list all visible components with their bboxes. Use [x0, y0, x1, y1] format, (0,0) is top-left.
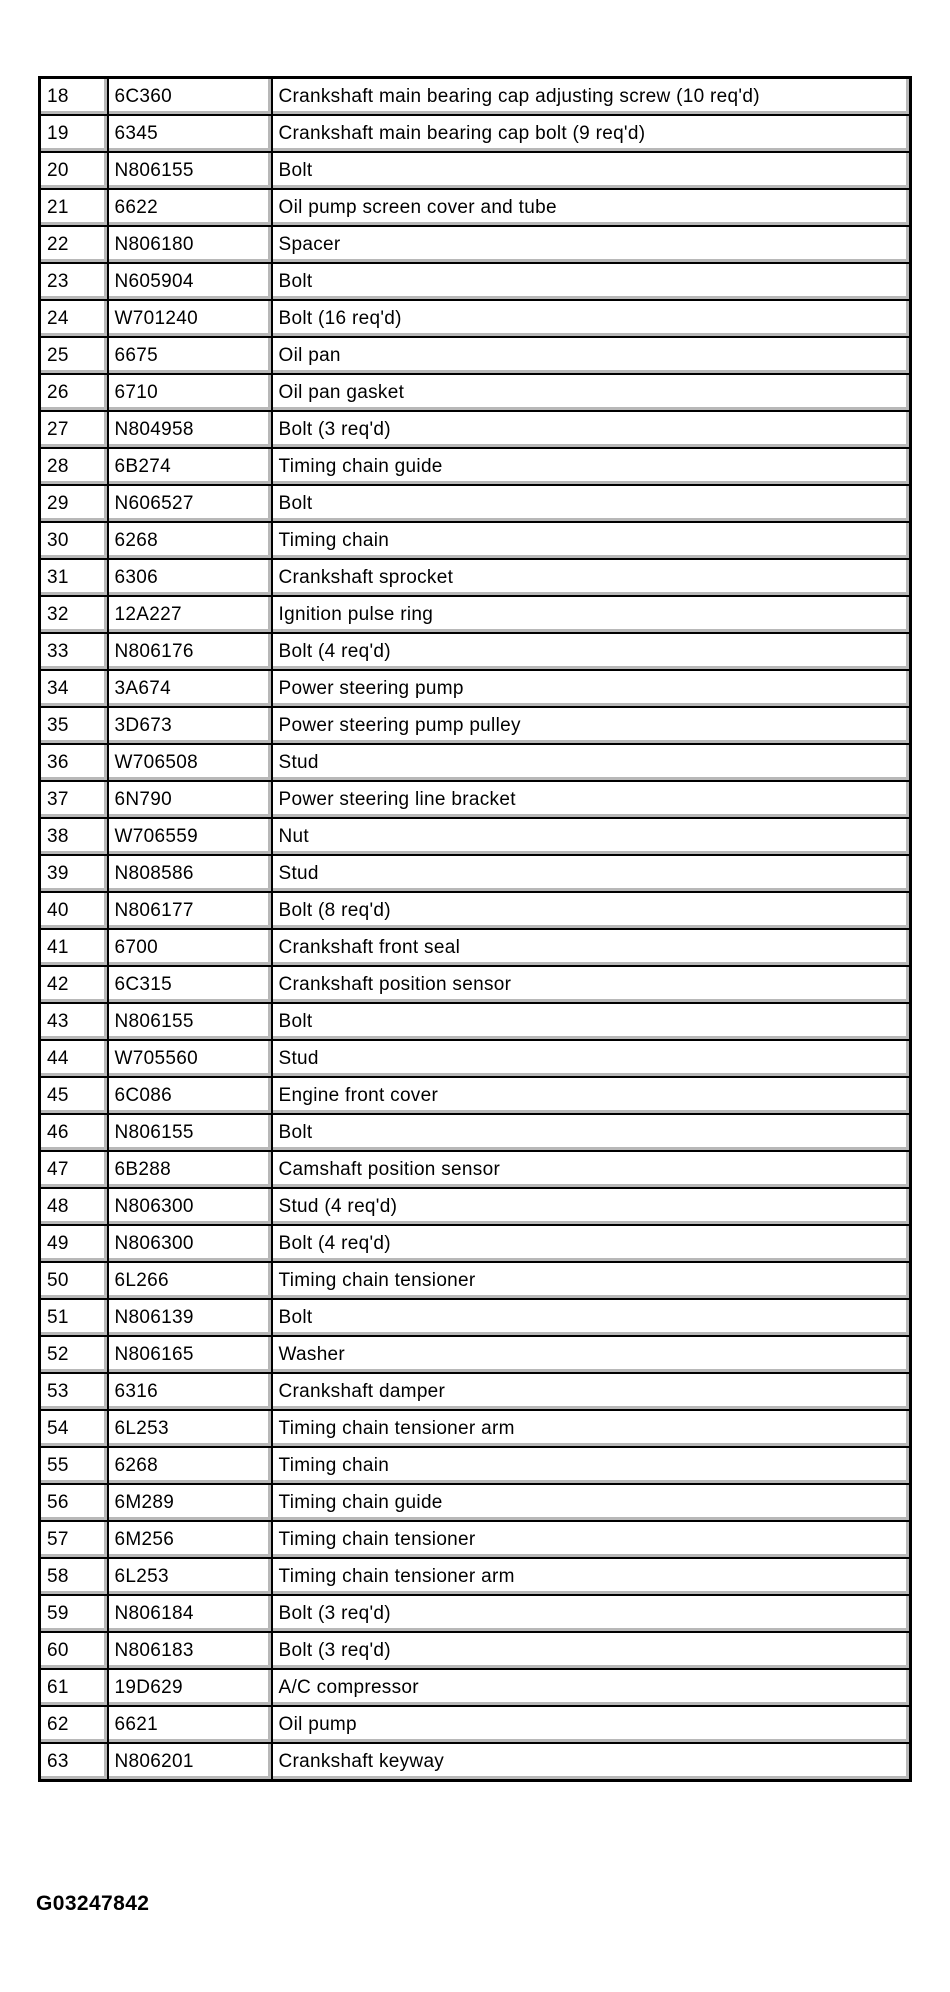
item-number-cell: 51 — [40, 1299, 108, 1336]
item-number-cell: 34 — [40, 670, 108, 707]
item-number-cell: 41 — [40, 929, 108, 966]
table-row — [40, 966, 911, 1003]
description-cell: Oil pan — [272, 337, 911, 374]
table-row — [40, 1114, 911, 1151]
part-number-cell: 6B274 — [108, 448, 272, 485]
description-cell: Oil pump — [272, 1706, 911, 1743]
table-row — [40, 1225, 911, 1262]
description-cell: Bolt (8 req'd) — [272, 892, 911, 929]
table-row — [40, 744, 911, 781]
part-number-cell: N806155 — [108, 1003, 272, 1040]
description-cell: Timing chain — [272, 1447, 911, 1484]
table-row — [40, 1706, 911, 1743]
part-number-cell: N806300 — [108, 1188, 272, 1225]
description-cell: Bolt — [272, 1003, 911, 1040]
part-number-cell: N606527 — [108, 485, 272, 522]
part-number-cell: 19D629 — [108, 1669, 272, 1706]
description-cell: Washer — [272, 1336, 911, 1373]
item-number-cell: 19 — [40, 115, 108, 152]
description-cell: Bolt — [272, 1114, 911, 1151]
table-row — [40, 189, 911, 226]
part-number-cell: W706559 — [108, 818, 272, 855]
part-number-cell: W705560 — [108, 1040, 272, 1077]
part-number-cell: 6C360 — [108, 78, 272, 116]
table-row — [40, 596, 911, 633]
part-number-cell: N806155 — [108, 1114, 272, 1151]
part-number-cell: 6M289 — [108, 1484, 272, 1521]
description-cell: Bolt — [272, 263, 911, 300]
description-cell: Ignition pulse ring — [272, 596, 911, 633]
description-cell: Bolt (3 req'd) — [272, 411, 911, 448]
parts-table — [38, 76, 912, 1782]
description-cell: Timing chain tensioner — [272, 1521, 911, 1558]
part-number-cell: W706508 — [108, 744, 272, 781]
item-number-cell: 46 — [40, 1114, 108, 1151]
description-cell: Nut — [272, 818, 911, 855]
table-row — [40, 707, 911, 744]
description-cell: Timing chain tensioner arm — [272, 1410, 911, 1447]
table-row — [40, 152, 911, 189]
item-number-cell: 36 — [40, 744, 108, 781]
description-cell: Bolt (4 req'd) — [272, 633, 911, 670]
part-number-cell: 6L253 — [108, 1410, 272, 1447]
description-cell: Stud — [272, 744, 911, 781]
description-cell: Camshaft position sensor — [272, 1151, 911, 1188]
table-row — [40, 892, 911, 929]
item-number-cell: 22 — [40, 226, 108, 263]
item-number-cell: 38 — [40, 818, 108, 855]
description-cell: Crankshaft front seal — [272, 929, 911, 966]
item-number-cell: 30 — [40, 522, 108, 559]
table-row — [40, 559, 911, 596]
part-number-cell: N806177 — [108, 892, 272, 929]
description-cell: Bolt — [272, 1299, 911, 1336]
item-number-cell: 18 — [40, 78, 108, 116]
item-number-cell: 47 — [40, 1151, 108, 1188]
part-number-cell: N806183 — [108, 1632, 272, 1669]
table-row — [40, 1188, 911, 1225]
table-row — [40, 929, 911, 966]
item-number-cell: 49 — [40, 1225, 108, 1262]
table-row — [40, 1558, 911, 1595]
table-row — [40, 1077, 911, 1114]
table-row — [40, 374, 911, 411]
description-cell: Bolt — [272, 485, 911, 522]
description-cell: Timing chain tensioner — [272, 1262, 911, 1299]
description-cell: Crankshaft damper — [272, 1373, 911, 1410]
description-cell: Timing chain guide — [272, 448, 911, 485]
item-number-cell: 57 — [40, 1521, 108, 1558]
part-number-cell: 6621 — [108, 1706, 272, 1743]
item-number-cell: 58 — [40, 1558, 108, 1595]
item-number-cell: 29 — [40, 485, 108, 522]
description-cell: Stud — [272, 855, 911, 892]
part-number-cell: N806201 — [108, 1743, 272, 1781]
item-number-cell: 28 — [40, 448, 108, 485]
table-row — [40, 485, 911, 522]
table-row — [40, 115, 911, 152]
description-cell: Engine front cover — [272, 1077, 911, 1114]
description-cell: Crankshaft sprocket — [272, 559, 911, 596]
part-number-cell: N804958 — [108, 411, 272, 448]
description-cell: Stud — [272, 1040, 911, 1077]
table-row — [40, 448, 911, 485]
item-number-cell: 45 — [40, 1077, 108, 1114]
table-row — [40, 1040, 911, 1077]
table-row — [40, 1632, 911, 1669]
parts-table-body — [40, 78, 911, 1781]
table-row — [40, 1336, 911, 1373]
part-number-cell: 3D673 — [108, 707, 272, 744]
description-cell: Crankshaft main bearing cap adjusting screw (10 req'd) — [272, 78, 911, 116]
description-cell: Timing chain — [272, 522, 911, 559]
item-number-cell: 24 — [40, 300, 108, 337]
table-row — [40, 1262, 911, 1299]
part-number-cell: N605904 — [108, 263, 272, 300]
description-cell: Crankshaft main bearing cap bolt (9 req'd) — [272, 115, 911, 152]
item-number-cell: 26 — [40, 374, 108, 411]
part-number-cell: 6675 — [108, 337, 272, 374]
description-cell: Stud (4 req'd) — [272, 1188, 911, 1225]
part-number-cell: N806180 — [108, 226, 272, 263]
part-number-cell: N806300 — [108, 1225, 272, 1262]
description-cell: A/C compressor — [272, 1669, 911, 1706]
table-row — [40, 1521, 911, 1558]
part-number-cell: 6345 — [108, 115, 272, 152]
description-cell: Bolt — [272, 152, 911, 189]
item-number-cell: 42 — [40, 966, 108, 1003]
part-number-cell: 6622 — [108, 189, 272, 226]
part-number-cell: 3A674 — [108, 670, 272, 707]
part-number-cell: 6N790 — [108, 781, 272, 818]
part-number-cell: 6268 — [108, 522, 272, 559]
item-number-cell: 62 — [40, 1706, 108, 1743]
item-number-cell: 31 — [40, 559, 108, 596]
part-number-cell: N806165 — [108, 1336, 272, 1373]
item-number-cell: 35 — [40, 707, 108, 744]
table-row — [40, 1373, 911, 1410]
description-cell: Bolt (3 req'd) — [272, 1632, 911, 1669]
table-row — [40, 411, 911, 448]
description-cell: Crankshaft keyway — [272, 1743, 911, 1781]
description-cell: Bolt (4 req'd) — [272, 1225, 911, 1262]
table-row — [40, 1743, 911, 1781]
table-row — [40, 78, 911, 116]
part-number-cell: N806184 — [108, 1595, 272, 1632]
table-row — [40, 1410, 911, 1447]
item-number-cell: 23 — [40, 263, 108, 300]
item-number-cell: 52 — [40, 1336, 108, 1373]
item-number-cell: 43 — [40, 1003, 108, 1040]
item-number-cell: 27 — [40, 411, 108, 448]
item-number-cell: 20 — [40, 152, 108, 189]
table-row — [40, 226, 911, 263]
item-number-cell: 56 — [40, 1484, 108, 1521]
part-number-cell: 6L266 — [108, 1262, 272, 1299]
table-row — [40, 633, 911, 670]
part-number-cell: 6268 — [108, 1447, 272, 1484]
table-row — [40, 1669, 911, 1706]
item-number-cell: 44 — [40, 1040, 108, 1077]
table-row — [40, 855, 911, 892]
part-number-cell: 6306 — [108, 559, 272, 596]
part-number-cell: 6710 — [108, 374, 272, 411]
part-number-cell: 6M256 — [108, 1521, 272, 1558]
table-row — [40, 522, 911, 559]
item-number-cell: 25 — [40, 337, 108, 374]
part-number-cell: 6B288 — [108, 1151, 272, 1188]
item-number-cell: 53 — [40, 1373, 108, 1410]
table-row — [40, 1003, 911, 1040]
table-row — [40, 1484, 911, 1521]
item-number-cell: 32 — [40, 596, 108, 633]
description-cell: Oil pan gasket — [272, 374, 911, 411]
description-cell: Power steering pump — [272, 670, 911, 707]
part-number-cell: 6L253 — [108, 1558, 272, 1595]
item-number-cell: 50 — [40, 1262, 108, 1299]
figure-id: G03247842 — [36, 1892, 150, 1915]
description-cell: Power steering pump pulley — [272, 707, 911, 744]
part-number-cell: 6C086 — [108, 1077, 272, 1114]
table-row — [40, 1299, 911, 1336]
item-number-cell: 37 — [40, 781, 108, 818]
item-number-cell: 59 — [40, 1595, 108, 1632]
item-number-cell: 21 — [40, 189, 108, 226]
table-row — [40, 1151, 911, 1188]
part-number-cell: 6C315 — [108, 966, 272, 1003]
item-number-cell: 48 — [40, 1188, 108, 1225]
part-number-cell: 12A227 — [108, 596, 272, 633]
item-number-cell: 39 — [40, 855, 108, 892]
part-number-cell: N806155 — [108, 152, 272, 189]
item-number-cell: 54 — [40, 1410, 108, 1447]
table-row — [40, 781, 911, 818]
item-number-cell: 63 — [40, 1743, 108, 1781]
table-row — [40, 300, 911, 337]
item-number-cell: 61 — [40, 1669, 108, 1706]
description-cell: Spacer — [272, 226, 911, 263]
part-number-cell: 6316 — [108, 1373, 272, 1410]
table-row — [40, 670, 911, 707]
item-number-cell: 60 — [40, 1632, 108, 1669]
part-number-cell: N806139 — [108, 1299, 272, 1336]
table-row — [40, 337, 911, 374]
description-cell: Crankshaft position sensor — [272, 966, 911, 1003]
description-cell: Bolt (3 req'd) — [272, 1595, 911, 1632]
table-row — [40, 263, 911, 300]
item-number-cell: 40 — [40, 892, 108, 929]
table-row — [40, 818, 911, 855]
item-number-cell: 33 — [40, 633, 108, 670]
description-cell: Bolt (16 req'd) — [272, 300, 911, 337]
table-row — [40, 1447, 911, 1484]
part-number-cell: N808586 — [108, 855, 272, 892]
description-cell: Power steering line bracket — [272, 781, 911, 818]
item-number-cell: 55 — [40, 1447, 108, 1484]
description-cell: Oil pump screen cover and tube — [272, 189, 911, 226]
part-number-cell: W701240 — [108, 300, 272, 337]
part-number-cell: N806176 — [108, 633, 272, 670]
table-row — [40, 1595, 911, 1632]
part-number-cell: 6700 — [108, 929, 272, 966]
description-cell: Timing chain guide — [272, 1484, 911, 1521]
description-cell: Timing chain tensioner arm — [272, 1558, 911, 1595]
